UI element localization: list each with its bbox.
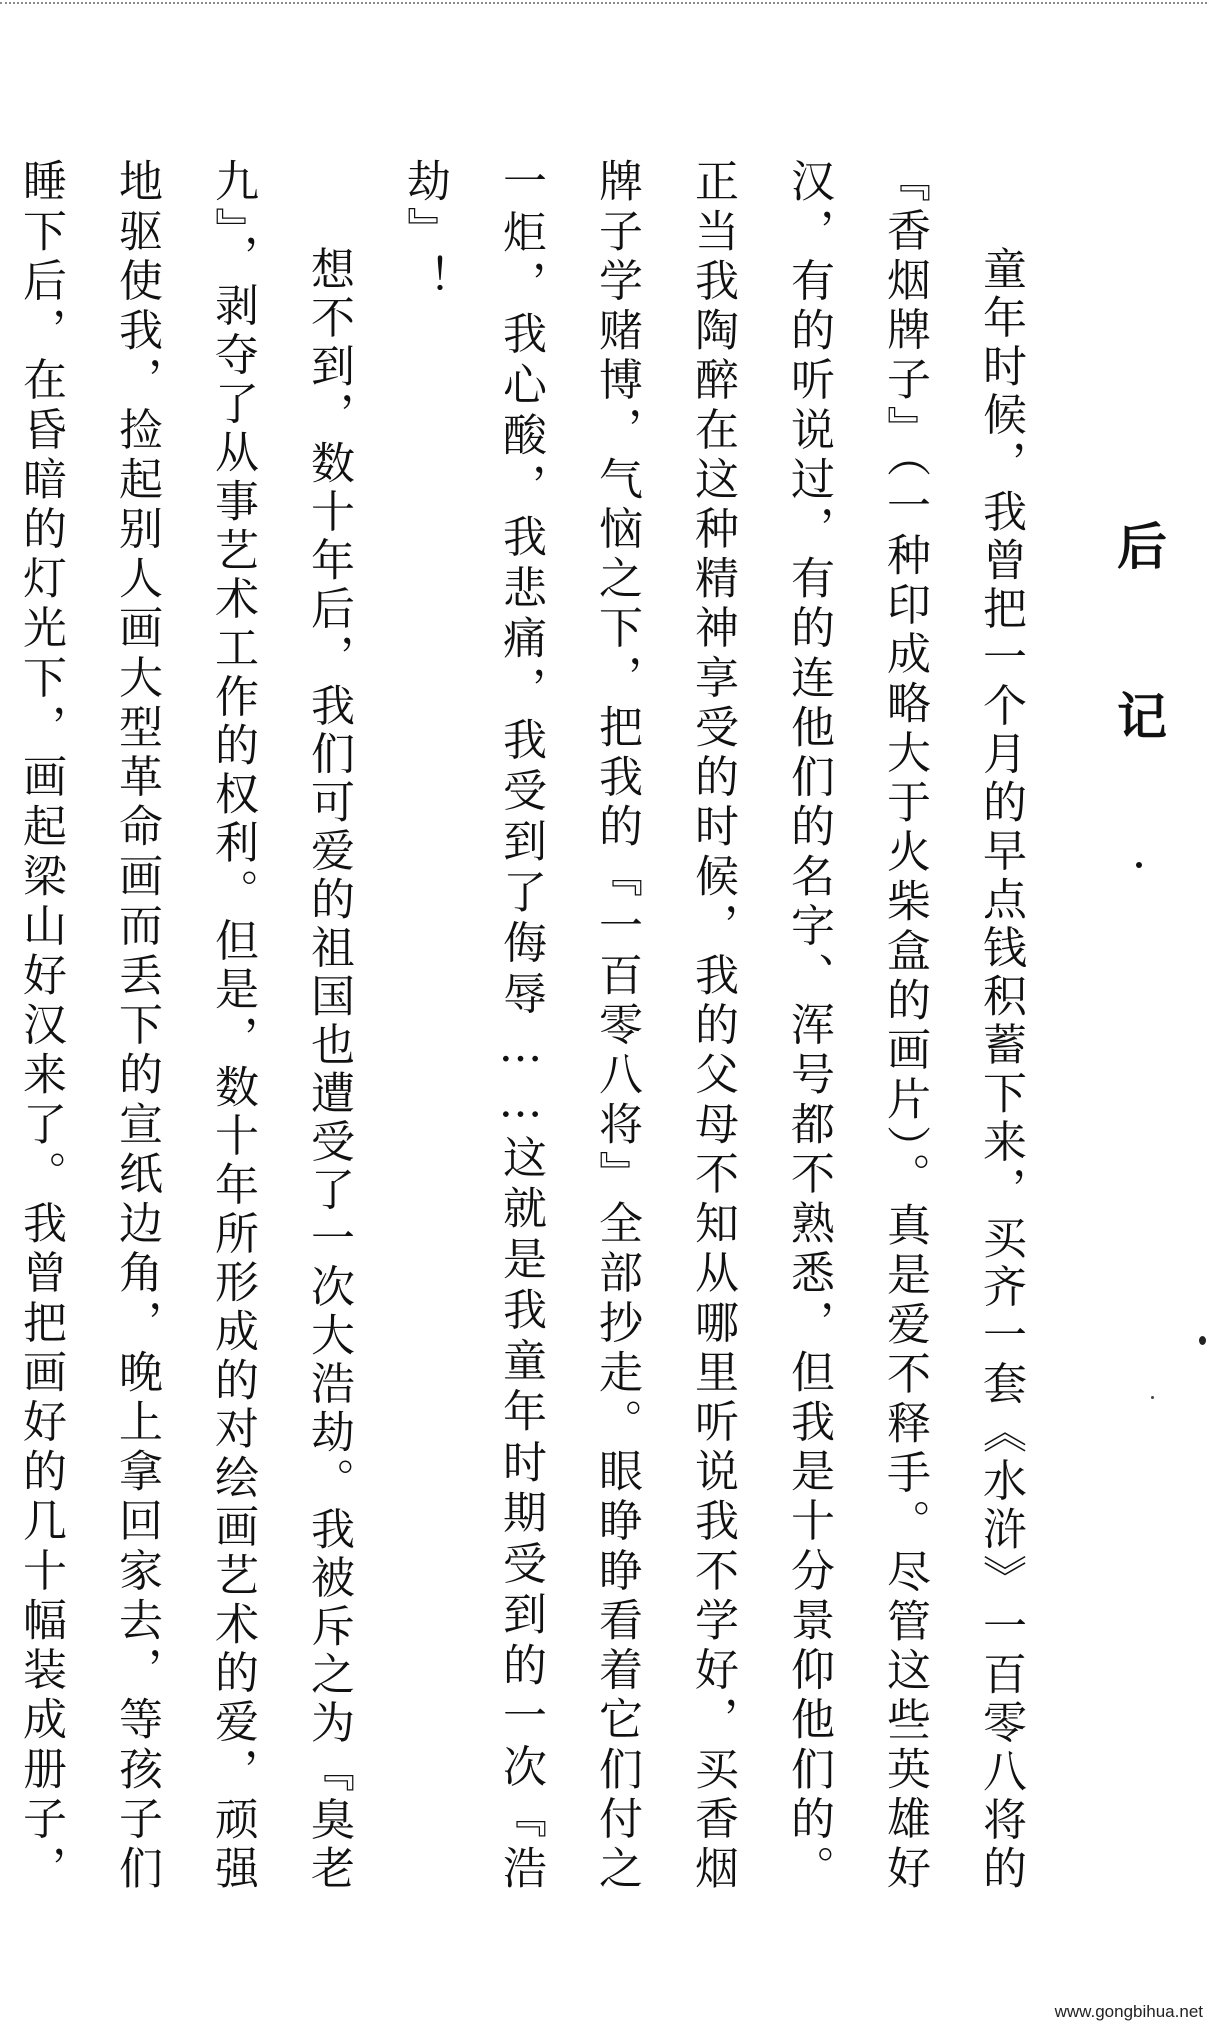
page-title: 后记 (1109, 520, 1168, 860)
top-border-rule (0, 2, 1207, 4)
paragraph-2: 想不到，数十年后，我们可爱的祖国也遭受了一次大浩劫。我被斥之为『臭老九』，剥夺了从事艺术工作的权利。但是，数十年所形成的对绘画艺术的爱，顽强地驱使我，捡起别人画大型革命画而丢下的宣纸边角，晚上拿回家去，等孩子们睡下后，在昏暗的灯光下，画起梁山好汉来了。我曾把画好的几十幅装成册子， (15, 158, 354, 1893)
paragraph-1: 童年时候，我曾把一个月的早点钱积蓄下来，买齐一套《水浒》一百零八将的『香烟牌子』（一种印成略大于火柴盒的画片）。真是爱不释手。尽管这些英雄好汉，有的听说过，有的连他们的名字、浑号都不熟悉，但我是十分景仰他们的。正当我陶醉在这种精神享受的时候，我的父母不知从哪里听说我不学好，买香烟牌子学赌博，气恼之下，把我的『一百零八将』全部抄走。眼睁睁看着它们付之一炬，我心酸，我悲痛，我受到了侮辱……这就是我童年时期受到的一次『浩劫』！ (399, 158, 1026, 1893)
site-watermark: www.gongbihua.net (1054, 2002, 1203, 2021)
title-decorative-dot (1136, 862, 1142, 868)
margin-ink-mark (1199, 1336, 1206, 1345)
body-text (15, 158, 1048, 1893)
stray-ink-dot (1151, 1396, 1154, 1399)
